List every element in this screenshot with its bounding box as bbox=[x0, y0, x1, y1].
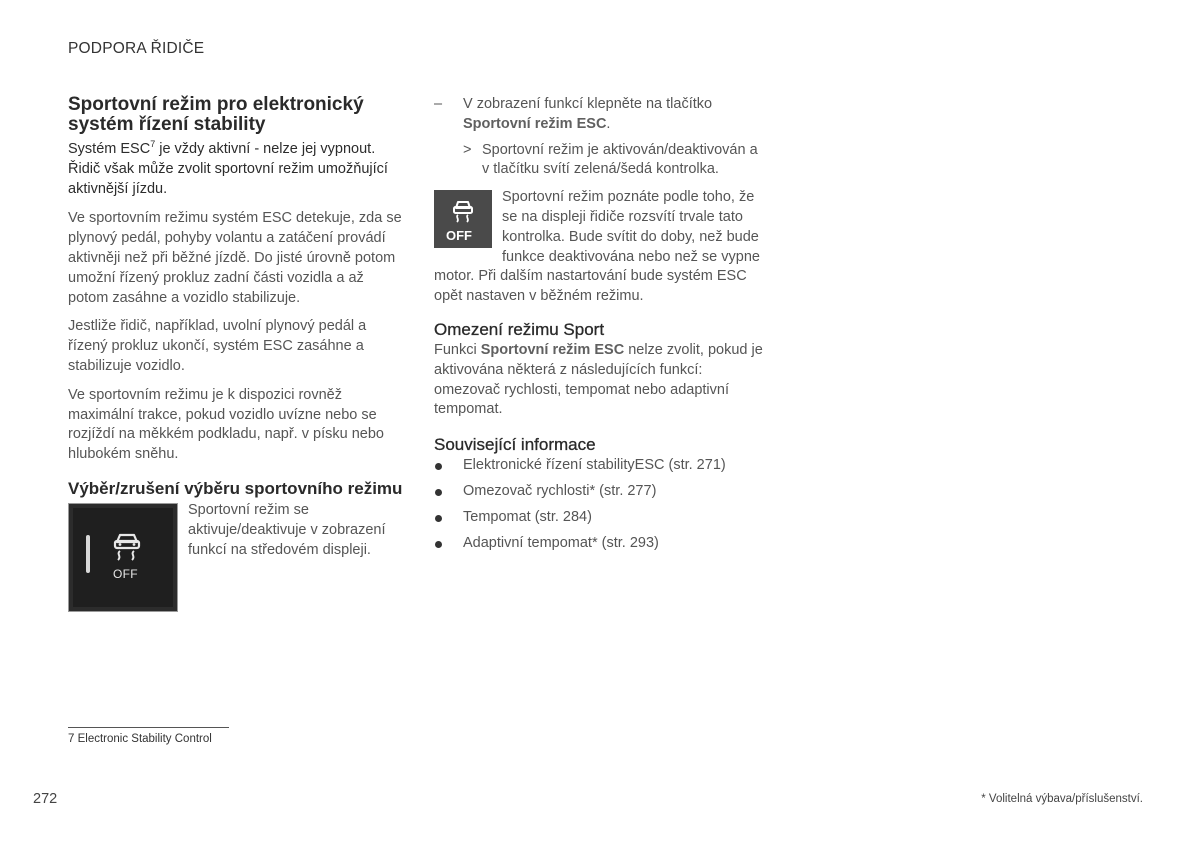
sub-heading-select: Výběr/zrušení výběru sportovního režimu bbox=[68, 478, 403, 498]
body-paragraph: Jestliže řidič, například, uvolní plynový pedál a řízený prokluz ukončí, systém ESC zasáhne a stabilizuje vozidlo. bbox=[68, 318, 367, 374]
bullet-icon bbox=[435, 489, 442, 496]
related-link-text: Omezovač rychlosti* (str. 277) bbox=[463, 482, 657, 499]
step-result bbox=[434, 141, 766, 181]
limit-paragraph bbox=[434, 341, 766, 420]
esc-sport-button-image bbox=[68, 503, 178, 612]
off-label: OFF bbox=[446, 228, 472, 244]
sub-heading-limit: Omezení režimu Sport bbox=[434, 319, 605, 339]
lead-paragraph bbox=[68, 140, 404, 199]
bullet-icon bbox=[435, 541, 442, 548]
optional-equipment-note: * Volitelná výbava/příslušenství. bbox=[981, 793, 1143, 805]
footnote-divider bbox=[68, 727, 229, 728]
indicator-text: Sportovní režim poznáte podle toho, že se na displeji řidiče rozsvítí trvale tato kontrolka. Bude svítit do doby, než bude funkce deaktivována nebo než se vypne motor. Při dalším nastartování bude systém ESC opět nastaven v běžném režimu. bbox=[434, 189, 760, 305]
footnote-ref: 7 bbox=[150, 139, 156, 149]
bullet-icon bbox=[435, 515, 442, 522]
ui-label-esc-sport: Sportovní režim ESC bbox=[480, 341, 625, 358]
step-text-end: . bbox=[606, 115, 611, 132]
limit-text-start: Funkci bbox=[434, 341, 481, 358]
page-number: 272 bbox=[33, 791, 58, 807]
related-list bbox=[434, 456, 766, 553]
figure-caption-text: Sportovní režim se aktivuje/deaktivuje v zobrazení funkcí na středovém displeji. bbox=[188, 501, 386, 558]
limit-text-end: nelze zvolit, pokud je aktivována některá z následujících funkcí: omezovač rychlosti, tempomat nebo adaptivní tempomat. bbox=[434, 341, 763, 418]
status-light-bar bbox=[86, 535, 90, 573]
related-link-text: Adaptivní tempomat* (str. 293) bbox=[463, 534, 659, 551]
body-paragraph: Ve sportovním režimu je k dispozici rovněž maximální trakce, pokud vozidlo uvízne nebo se rozjíždí na měkkém podkladu, např. v písku nebo hlubokém sněhu. bbox=[68, 386, 384, 463]
related-link[interactable] bbox=[434, 482, 766, 502]
off-label: OFF bbox=[113, 566, 138, 581]
step-dash: – bbox=[434, 96, 443, 112]
related-link[interactable] bbox=[434, 508, 766, 528]
skid-car-icon bbox=[110, 530, 144, 564]
lead-text-start: Systém ESC bbox=[68, 141, 151, 157]
ui-label-esc-sport: Sportovní režim ESC bbox=[463, 115, 607, 132]
related-link-text: Elektronické řízení stabilityESC (str. 271) bbox=[463, 457, 726, 474]
skid-car-icon bbox=[451, 199, 475, 223]
instruction-step bbox=[434, 95, 766, 135]
left-column bbox=[68, 95, 404, 613]
right-column bbox=[434, 95, 766, 559]
running-header: PODPORA ŘIDIČE bbox=[68, 40, 205, 57]
related-link[interactable] bbox=[434, 534, 766, 554]
bullet-icon bbox=[435, 463, 442, 470]
body-paragraph: Ve sportovním režimu systém ESC detekuje, zda se plynový pedál, pohyby volantu a zatáčení provádí aktivněji než při běžné jízdě. Do jisté úrovně potom umožní řízený prokluz zadní části vozidla a až potom zasáhne a vozidlo stabilizuje. bbox=[68, 210, 402, 306]
section-title: Sportovní režim pro elektronický systém řízení stability bbox=[68, 94, 364, 135]
function-button-figure bbox=[68, 501, 404, 613]
lead-text-end: je vždy aktivní - nelze jej vypnout. Řidič však může zvolit sportovní režim umožňující aktivnější jízdu. bbox=[68, 141, 388, 197]
related-link[interactable] bbox=[434, 456, 766, 476]
step-text-start: V zobrazení funkcí klepněte na tlačítko bbox=[463, 96, 713, 112]
sub-heading-related: Související informace bbox=[434, 435, 596, 455]
esc-off-indicator-icon bbox=[434, 190, 492, 248]
related-link-text: Tempomat (str. 284) bbox=[463, 508, 592, 525]
result-text: Sportovní režim je aktivován/deaktivován a v tlačítku svítí zelená/šedá kontrolka. bbox=[482, 141, 758, 178]
indicator-paragraph bbox=[434, 188, 766, 307]
footnote: 7 Electronic Stability Control bbox=[68, 733, 212, 745]
result-arrow: > bbox=[463, 141, 472, 158]
